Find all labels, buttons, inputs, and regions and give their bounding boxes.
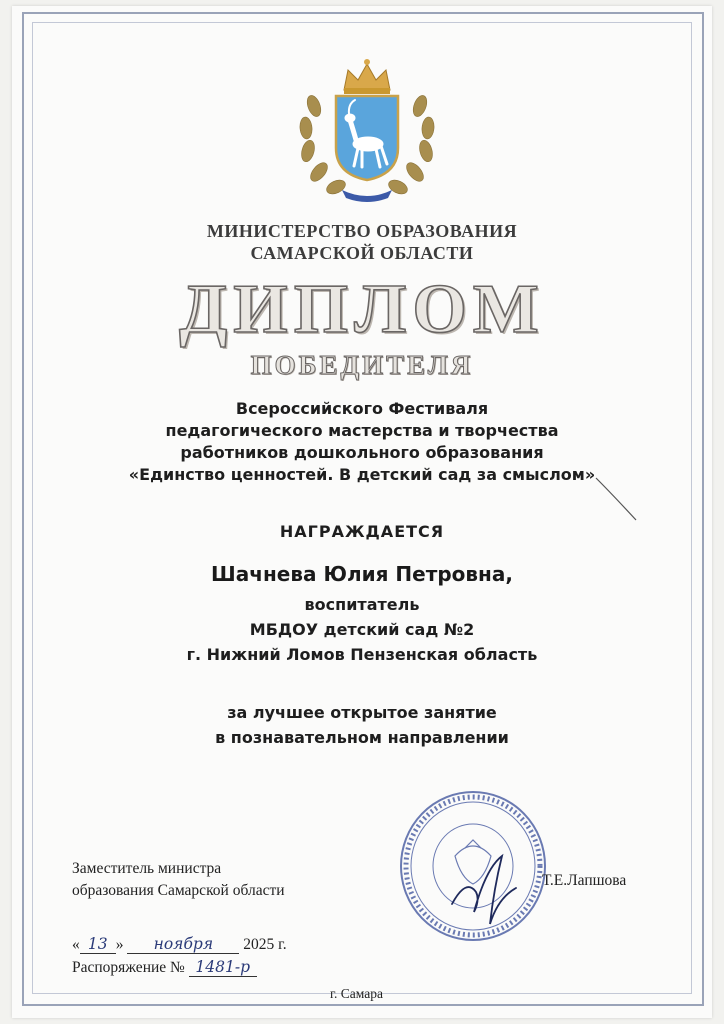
festival-line-1: Всероссийского Фестиваля (235, 399, 489, 418)
recipient-organization: МБДОУ детский сад №2 (249, 620, 475, 639)
diploma-subtitle: ПОБЕДИТЕЛЯ (250, 350, 474, 380)
awarded-label: НАГРАЖДАЕТСЯ (279, 522, 445, 541)
recipient-details (0, 592, 724, 667)
date-day: 13 (80, 935, 116, 954)
ministry-line-1: МИНИСТЕРСТВО ОБРАЗОВАНИЯ (206, 221, 518, 241)
festival-line-4: «Единство ценностей. В детский сад за смыслом» (128, 465, 596, 484)
order-number: 1481-р (189, 958, 257, 977)
order-label: Распоряжение № (72, 959, 185, 976)
recipient-location: г. Нижний Ломов Пензенская область (186, 645, 538, 664)
samara-coat-of-arms-icon (292, 56, 442, 206)
date-year: 2025 г. (243, 936, 287, 953)
date-line (72, 935, 287, 954)
diploma-title: ДИПЛОМ (179, 271, 545, 348)
date-month: ноября (127, 935, 239, 954)
recipient-name: Шачнева Юлия Петровна, (211, 562, 513, 586)
ministry-line-2: САМАРСКОЙ ОБЛАСТИ (250, 243, 474, 263)
signature (446, 848, 536, 928)
date-open-quote: « (72, 936, 80, 953)
position-line-2: образования Самарской области (72, 882, 285, 899)
festival-line-3: работников дошкольного образования (180, 443, 544, 462)
award-reason (0, 700, 724, 750)
date-close-quote: » (115, 936, 124, 953)
pen-mark (592, 474, 642, 524)
recipient-role: воспитатель (304, 595, 420, 614)
signatory-name: Т.Е.Лапшова (542, 872, 627, 889)
ministry-heading (0, 220, 724, 264)
reason-line-2: в познавательном направлении (215, 728, 509, 747)
signatory-position (72, 858, 285, 902)
city: г. Самара (330, 986, 383, 1001)
festival-line-2: педагогического мастерства и творчества (165, 421, 559, 440)
order-line (72, 958, 257, 977)
position-line-1: Заместитель министра (72, 860, 222, 877)
festival-description (0, 398, 724, 486)
reason-line-1: за лучшее открытое занятие (227, 703, 497, 722)
